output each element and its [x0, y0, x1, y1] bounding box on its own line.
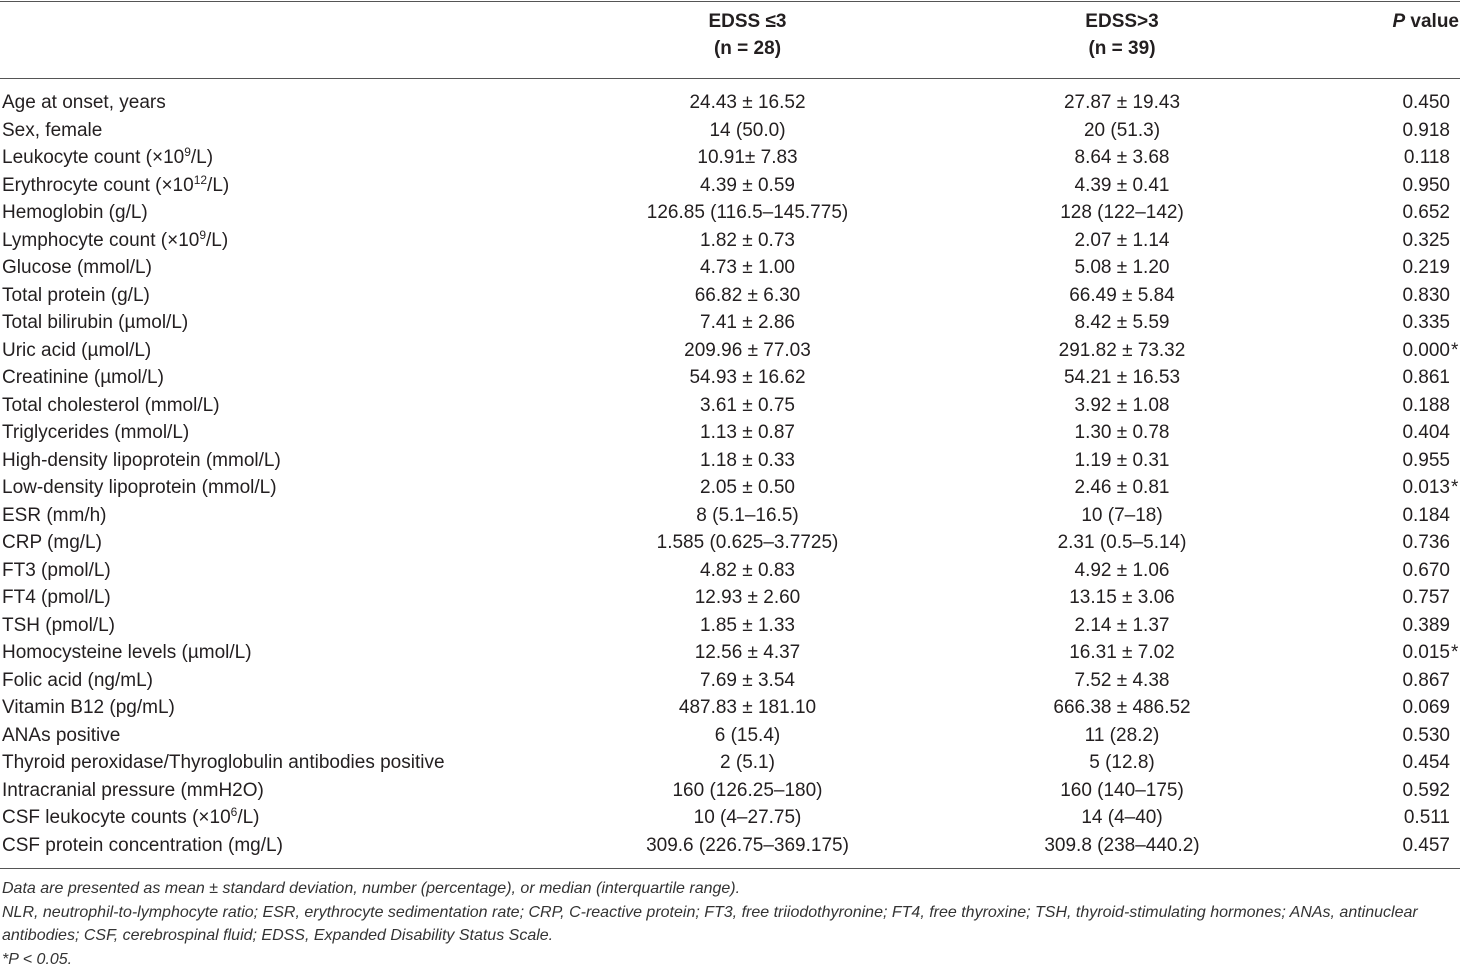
row-label	[0, 227, 588, 255]
group2-value: 8.42 ± 5.59	[1074, 312, 1170, 333]
table-row	[0, 749, 1460, 777]
row-label-exponent: 9	[184, 145, 191, 159]
group1-value: 54.93 ± 16.62	[689, 367, 806, 388]
group1-label: EDSS ≤3	[708, 11, 787, 32]
row-label	[0, 667, 588, 695]
group2-value: 666.38 ± 486.52	[1053, 697, 1191, 718]
row-label	[0, 117, 588, 145]
table-row	[0, 337, 1460, 365]
row-label-text: Folic acid (ng/mL)	[2, 669, 153, 691]
p-value-number: 0.757	[1402, 587, 1450, 608]
p-value	[1337, 117, 1460, 145]
table-row	[0, 144, 1460, 172]
group2-value: 20 (51.3)	[1083, 119, 1161, 141]
p-value-number: 0.670	[1402, 559, 1450, 581]
p-value	[1337, 364, 1460, 392]
p-value	[1337, 227, 1460, 255]
p-value-number: 0.457	[1402, 834, 1450, 856]
group2-value: 16.31 ± 7.02	[1069, 642, 1175, 663]
row-label	[0, 364, 588, 392]
p-value	[1337, 722, 1460, 750]
significance-marker: *	[1451, 339, 1459, 361]
group1-value: 1.18 ± 0.33	[700, 449, 795, 471]
group2-value: 10 (7–18)	[1081, 504, 1163, 526]
group2-value: 128 (122–142)	[1060, 202, 1184, 223]
p-value-number: 0.184	[1402, 504, 1450, 526]
table-row	[0, 584, 1460, 612]
table-row	[0, 172, 1460, 200]
table-row	[0, 639, 1460, 667]
p-value	[1337, 199, 1460, 227]
pvalue-header-italic: P	[1392, 11, 1406, 32]
group1-value: 10 (4–27.75)	[693, 807, 802, 828]
pvalue-header-rest: value	[1405, 11, 1459, 32]
table-row	[0, 474, 1460, 502]
row-label	[0, 749, 588, 777]
row-label-text: Vitamin B12 (pg/mL)	[2, 697, 175, 718]
table-row	[0, 309, 1460, 337]
row-label	[0, 832, 588, 860]
row-label	[0, 337, 588, 365]
group2-column-header	[907, 8, 1337, 62]
row-label-text: Lymphocyte count (×10	[2, 229, 200, 251]
row-label-text: High-density lipoprotein (mmol/L)	[2, 449, 281, 471]
p-value-number: 0.013	[1402, 477, 1450, 498]
p-value-number: 0.000	[1402, 339, 1450, 361]
p-value	[1337, 777, 1460, 805]
p-value	[1337, 584, 1460, 612]
significance-marker: *	[1451, 477, 1459, 498]
group2-value: 13.15 ± 3.06	[1069, 587, 1175, 608]
p-value	[1337, 749, 1460, 777]
group2-label: EDSS>3	[1085, 11, 1159, 32]
table-row	[0, 529, 1460, 557]
row-label-text: CSF protein concentration (mg/L)	[2, 834, 283, 856]
row-label-text: ESR (mm/h)	[2, 504, 107, 526]
row-label	[0, 804, 588, 832]
p-value	[1337, 502, 1460, 530]
group1-value: 1.85 ± 1.33	[700, 614, 795, 636]
group2-value: 291.82 ± 73.32	[1058, 339, 1186, 361]
row-label	[0, 89, 588, 117]
p-value	[1337, 309, 1460, 337]
p-value-number: 0.454	[1402, 752, 1450, 773]
row-label	[0, 584, 588, 612]
p-value-number: 0.955	[1402, 449, 1450, 471]
group2-value: 2.07 ± 1.14	[1074, 229, 1170, 251]
footnote-significance: *P < 0.05.	[2, 950, 73, 968]
group1-value: 160 (126.25–180)	[672, 779, 823, 801]
table-body	[0, 89, 1460, 859]
variable-column-header	[0, 8, 588, 62]
row-label-text: CSF leukocyte counts (×10	[2, 807, 231, 828]
p-value-number: 0.188	[1402, 394, 1450, 416]
footer-rule	[0, 868, 1460, 869]
p-value-number: 0.652	[1402, 202, 1450, 223]
p-value-number: 0.530	[1402, 724, 1450, 746]
group2-value: 11 (28.2)	[1084, 724, 1160, 746]
group1-value: 14 (50.0)	[709, 119, 786, 141]
p-value-number: 0.389	[1402, 614, 1450, 636]
group1-value: 126.85 (116.5–145.775)	[646, 202, 849, 223]
p-value-number: 0.404	[1402, 422, 1450, 443]
group1-value: 12.93 ± 2.60	[694, 587, 801, 608]
group1-value: 10.91± 7.83	[697, 147, 798, 168]
table-row	[0, 667, 1460, 695]
p-value	[1337, 254, 1460, 282]
row-label-text: Intracranial pressure (mmH2O)	[2, 779, 264, 801]
row-label	[0, 254, 588, 282]
p-value-number: 0.511	[1403, 807, 1450, 828]
table-footnotes	[2, 877, 1460, 971]
group1-column-header	[588, 8, 907, 62]
group1-value: 6 (15.4)	[714, 724, 781, 746]
p-value-number: 0.861	[1402, 367, 1450, 388]
p-value-number: 0.219	[1402, 257, 1450, 278]
group1-value: 7.69 ± 3.54	[700, 669, 795, 691]
table-row	[0, 227, 1460, 255]
group1-value: 12.56 ± 4.37	[694, 642, 801, 663]
group2-value: 7.52 ± 4.38	[1074, 669, 1170, 691]
p-value	[1337, 89, 1460, 117]
group2-value: 2.31 (0.5–5.14)	[1057, 532, 1187, 553]
row-label	[0, 309, 588, 337]
row-label-text: Homocysteine levels (µmol/L)	[2, 642, 252, 663]
pvalue-column-header	[1337, 8, 1460, 62]
group2-value: 3.92 ± 1.08	[1074, 394, 1170, 416]
row-label	[0, 144, 588, 172]
group2-value: 1.19 ± 0.31	[1074, 449, 1170, 471]
group2-value: 1.30 ± 0.78	[1074, 422, 1170, 443]
p-value	[1337, 694, 1460, 722]
row-label-text: Age at onset, years	[2, 92, 166, 113]
row-label-exponent: 6	[230, 805, 238, 819]
row-label-text: TSH (pmol/L)	[2, 614, 115, 636]
row-label	[0, 557, 588, 585]
data-table	[0, 89, 1460, 859]
row-label-text: ANAs positive	[2, 724, 121, 746]
group1-value: 3.61 ± 0.75	[700, 394, 795, 416]
table-row	[0, 777, 1460, 805]
p-value	[1337, 282, 1460, 310]
row-label	[0, 392, 588, 420]
table-row	[0, 199, 1460, 227]
row-label-text: Total bilirubin (µmol/L)	[2, 312, 189, 333]
group1-value: 487.83 ± 181.10	[678, 697, 817, 718]
row-label-text: FT4 (pmol/L)	[2, 587, 111, 608]
p-value-number: 0.830	[1402, 284, 1450, 306]
table-row	[0, 117, 1460, 145]
group1-value: 2.05 ± 0.50	[700, 477, 795, 498]
row-label-text: Glucose (mmol/L)	[2, 257, 152, 278]
row-label	[0, 282, 588, 310]
footnote-abbreviations: NLR, neutrophil-to-lymphocyte ratio; ESR, erythrocyte sedimentation rate; CRP, C-reactive protein; FT3, free triiodothyronine; FT4, free thyroxine; TSH, thyroid-stimulating hormones; ANAs, antinuclear antibodies; CSF, cerebrospinal fluid; EDSS, Expanded Disability Status Scale.	[2, 903, 1418, 944]
row-label-text: Uric acid (µmol/L)	[2, 339, 152, 361]
group1-value: 24.43 ± 16.52	[689, 92, 806, 113]
row-label-text: Hemoglobin (g/L)	[2, 202, 148, 223]
p-value	[1337, 639, 1460, 667]
group2-value: 4.39 ± 0.41	[1074, 174, 1170, 196]
row-label-unit: /L)	[206, 229, 229, 251]
row-label-text: Triglycerides (mmol/L)	[2, 422, 190, 443]
group1-value: 1.82 ± 0.73	[700, 229, 795, 251]
table-row	[0, 364, 1460, 392]
group1-value: 1.13 ± 0.87	[700, 422, 795, 443]
group2-value: 27.87 ± 19.43	[1063, 92, 1181, 113]
p-value-number: 0.325	[1402, 229, 1450, 251]
group1-value: 209.96 ± 77.03	[684, 339, 811, 361]
table-row	[0, 832, 1460, 860]
group1-value: 4.39 ± 0.59	[700, 174, 795, 196]
footnote-data-presentation: Data are presented as mean ± standard deviation, number (percentage), or median (interquartile range).	[2, 880, 741, 897]
group1-value: 7.41 ± 2.86	[700, 312, 795, 333]
row-label-exponent: 12	[193, 172, 208, 187]
p-value	[1337, 557, 1460, 585]
row-label-text: Sex, female	[2, 119, 103, 141]
table-row	[0, 694, 1460, 722]
p-value	[1337, 804, 1460, 832]
row-label-text: Erythrocyte count (×10	[2, 174, 194, 196]
table-row	[0, 502, 1460, 530]
table-row	[0, 254, 1460, 282]
row-label-unit: /L)	[207, 174, 230, 196]
p-value-number: 0.015	[1402, 642, 1450, 663]
p-value	[1337, 392, 1460, 420]
significance-marker: *	[1451, 642, 1459, 663]
group2-value: 4.92 ± 1.06	[1074, 559, 1170, 581]
group1-value: 4.73 ± 1.00	[700, 257, 795, 278]
table-row	[0, 557, 1460, 585]
header-rule	[0, 78, 1460, 79]
p-value-number: 0.918	[1402, 119, 1450, 141]
row-label-text: FT3 (pmol/L)	[2, 559, 111, 581]
group1-value: 2 (5.1)	[720, 752, 775, 773]
table-row	[0, 282, 1460, 310]
p-value	[1337, 832, 1460, 860]
group2-value: 5 (12.8)	[1089, 752, 1155, 773]
row-label-text: CRP (mg/L)	[2, 532, 102, 553]
group1-value: 8 (5.1–16.5)	[696, 504, 799, 526]
row-label-exponent: 9	[199, 227, 207, 242]
row-label	[0, 199, 588, 227]
group2-value: 2.46 ± 0.81	[1074, 477, 1170, 498]
group1-value: 309.6 (226.75–369.175)	[646, 834, 849, 856]
p-value	[1337, 474, 1460, 502]
row-label	[0, 529, 588, 557]
p-value	[1337, 144, 1460, 172]
row-label-text: Thyroid peroxidase/Thyroglobulin antibodies positive	[2, 752, 445, 773]
table-row	[0, 89, 1460, 117]
row-label-text: Total protein (g/L)	[2, 284, 150, 306]
row-label-unit: /L)	[190, 147, 214, 168]
table-row	[0, 722, 1460, 750]
group2-value: 8.64 ± 3.68	[1074, 147, 1170, 168]
p-value	[1337, 667, 1460, 695]
group1-value: 4.82 ± 0.83	[700, 559, 795, 581]
row-label-text: Low-density lipoprotein (mmol/L)	[2, 477, 277, 498]
p-value-number: 0.950	[1402, 174, 1450, 196]
row-label	[0, 612, 588, 640]
row-label	[0, 639, 588, 667]
group2-value: 14 (4–40)	[1081, 807, 1163, 828]
p-value	[1337, 529, 1460, 557]
row-label	[0, 502, 588, 530]
row-label	[0, 474, 588, 502]
row-label	[0, 694, 588, 722]
group2-n: (n = 39)	[1088, 38, 1156, 59]
table-row	[0, 419, 1460, 447]
p-value-number: 0.069	[1402, 697, 1450, 718]
group2-value: 5.08 ± 1.20	[1074, 257, 1170, 278]
row-label-text: Creatinine (µmol/L)	[2, 367, 164, 388]
table-row	[0, 612, 1460, 640]
group2-value: 309.8 (238–440.2)	[1044, 834, 1200, 856]
p-value-number: 0.450	[1402, 92, 1450, 113]
row-label	[0, 172, 588, 200]
row-label-text: Leukocyte count (×10	[2, 147, 185, 168]
p-value	[1337, 612, 1460, 640]
row-label	[0, 419, 588, 447]
p-value-number: 0.335	[1402, 312, 1450, 333]
table-row	[0, 447, 1460, 475]
group2-value: 54.21 ± 16.53	[1063, 367, 1181, 388]
group1-value: 1.585 (0.625–3.7725)	[656, 532, 839, 553]
row-label-unit: /L)	[237, 807, 260, 828]
group1-value: 66.82 ± 6.30	[694, 284, 801, 306]
table-header	[0, 8, 1460, 62]
p-value-number: 0.736	[1402, 532, 1450, 553]
row-label-text: Total cholesterol (mmol/L)	[2, 394, 220, 416]
group1-n: (n = 28)	[713, 38, 782, 59]
p-value	[1337, 172, 1460, 200]
group2-value: 2.14 ± 1.37	[1074, 614, 1170, 636]
group2-value: 66.49 ± 5.84	[1069, 284, 1175, 306]
p-value	[1337, 337, 1460, 365]
table-top-rule	[0, 1, 1460, 2]
p-value-number: 0.867	[1402, 669, 1450, 691]
table-row	[0, 804, 1460, 832]
p-value	[1337, 419, 1460, 447]
table-row	[0, 392, 1460, 420]
group2-value: 160 (140–175)	[1060, 779, 1184, 801]
p-value	[1337, 447, 1460, 475]
row-label	[0, 447, 588, 475]
row-label	[0, 722, 588, 750]
p-value-number: 0.118	[1403, 147, 1450, 168]
p-value-number: 0.592	[1402, 779, 1450, 801]
row-label	[0, 777, 588, 805]
